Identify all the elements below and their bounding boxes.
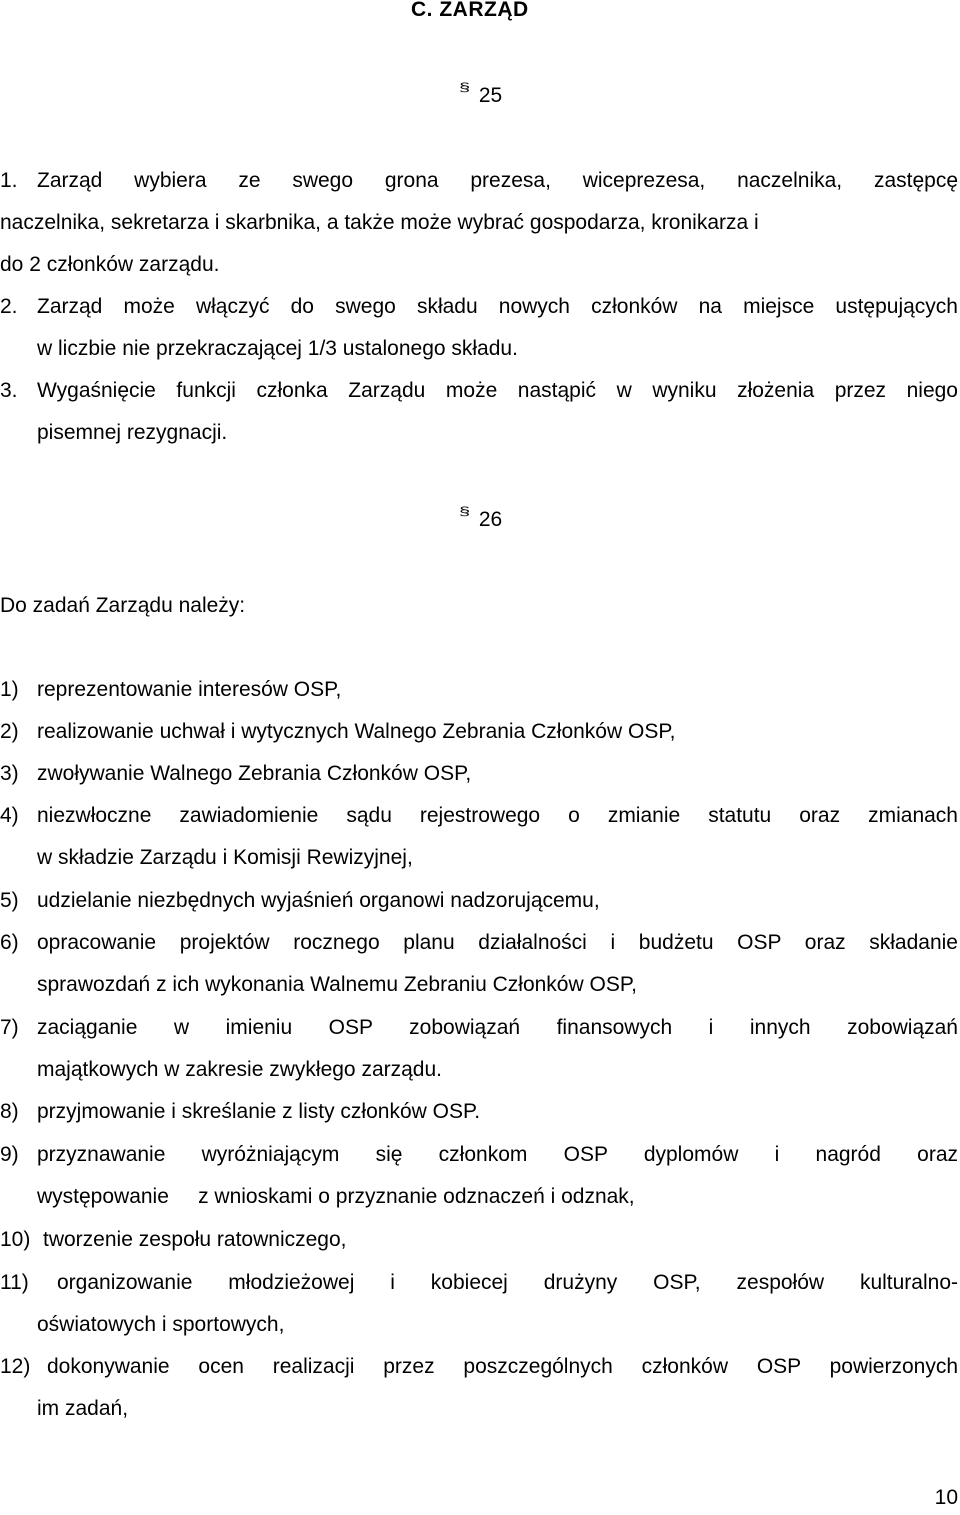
list-item bbox=[0, 1262, 958, 1346]
item-text-line: im zadań, bbox=[37, 1397, 129, 1420]
item-text-line: zwoływanie Walnego Zebrania Członków OSP, bbox=[37, 762, 472, 785]
section-sign-icon bbox=[459, 508, 473, 532]
item-number: 11) bbox=[0, 1271, 29, 1294]
item-number: 1) bbox=[0, 678, 19, 701]
item-text-line: realizowanie uchwał i wytycznych Walnego Zebrania Członków OSP, bbox=[37, 720, 676, 743]
item-text-line: sprawozdań z ich wykonania Walnemu Zebraniu Członków OSP, bbox=[37, 973, 637, 996]
list-item bbox=[0, 1346, 958, 1430]
paragraph-mark-26 bbox=[459, 508, 502, 532]
item-number: 2. bbox=[0, 295, 18, 318]
item-text-line: oświatowych i sportowych, bbox=[37, 1313, 285, 1336]
item-text-line: do 2 członków zarządu. bbox=[0, 253, 220, 276]
page-number: 10 bbox=[934, 1486, 958, 1509]
item-number: 6) bbox=[0, 931, 19, 954]
section-sign-icon bbox=[459, 84, 473, 108]
item-text-line: dokonywanie ocen realizacji przez poszczególnych członków OSP powierzonych bbox=[47, 1355, 958, 1378]
item-text-line: Wygaśnięcie funkcji członka Zarządu może nastąpić w wyniku złożenia przez niego bbox=[37, 379, 958, 402]
list-item bbox=[0, 880, 958, 922]
list-item bbox=[0, 795, 958, 879]
item-text-line: występowanie z wnioskami o przyznanie odznaczeń i odznak, bbox=[37, 1185, 635, 1208]
item-text-line: przyznawanie wyróżniającym się członkom OSP dyplomów i nagród oraz bbox=[37, 1143, 958, 1166]
item-number: 9) bbox=[0, 1143, 19, 1166]
item-number: 10) bbox=[0, 1228, 31, 1251]
item-number: 12) bbox=[0, 1355, 31, 1378]
paragraph-mark-25 bbox=[459, 84, 502, 108]
list-item bbox=[0, 922, 958, 1006]
item-text-line: niezwłoczne zawiadomienie sądu rejestrowego o zmianie statutu oraz zmianach bbox=[37, 804, 958, 827]
paragraph-number: 25 bbox=[478, 84, 503, 107]
item-text-line: organizowanie młodzieżowej i kobiecej drużyny OSP, zespołów kulturalno- bbox=[57, 1271, 958, 1294]
list-item bbox=[0, 753, 958, 795]
item-text-line: Zarząd wybiera ze swego grona prezesa, wiceprezesa, naczelnika, zastępcę bbox=[37, 169, 958, 192]
item-text-line: przyjmowanie i skreślanie z listy członków OSP. bbox=[37, 1100, 481, 1123]
item-number: 1. bbox=[0, 169, 18, 192]
list-item bbox=[0, 370, 958, 454]
item-number: 5) bbox=[0, 889, 19, 912]
list-item bbox=[0, 1134, 958, 1218]
item-text-line: tworzenie zespołu ratowniczego, bbox=[43, 1228, 347, 1251]
item-text-line: pisemnej rezygnacji. bbox=[37, 421, 228, 444]
item-text-line: zaciąganie w imieniu OSP zobowiązań finansowych i innych zobowiązań bbox=[37, 1016, 958, 1039]
item-number: 4) bbox=[0, 804, 19, 827]
paragraph-number: 26 bbox=[478, 508, 503, 531]
item-text-line: opracowanie projektów rocznego planu działalności i budżetu OSP oraz składanie bbox=[37, 931, 958, 954]
item-number: 3. bbox=[0, 379, 18, 402]
list-item bbox=[0, 160, 958, 286]
list-item bbox=[0, 669, 958, 711]
item-text-line: reprezentowanie interesów OSP, bbox=[37, 678, 342, 701]
item-text-line: w liczbie nie przekraczającej 1/3 ustalonego składu. bbox=[37, 337, 518, 360]
paragraph-intro: Do zadań Zarządu należy: bbox=[0, 594, 246, 617]
item-number: 7) bbox=[0, 1016, 19, 1039]
list-item bbox=[0, 1091, 958, 1133]
item-text-line: w składzie Zarządu i Komisji Rewizyjnej, bbox=[37, 846, 413, 869]
item-text-line: Zarząd może włączyć do swego składu nowych członków na miejsce ustępujących bbox=[37, 295, 958, 318]
section-title: C. ZARZĄD bbox=[411, 0, 529, 21]
list-item bbox=[0, 1219, 958, 1261]
item-number: 3) bbox=[0, 762, 19, 785]
item-number: 8) bbox=[0, 1100, 19, 1123]
list-item bbox=[0, 286, 958, 370]
item-text-line: udzielanie niezbędnych wyjaśnień organowi nadzorującemu, bbox=[37, 889, 600, 912]
item-text-line: majątkowych w zakresie zwykłego zarządu. bbox=[37, 1058, 442, 1081]
item-text-line: naczelnika, sekretarza i skarbnika, a także może wybrać gospodarza, kronikarza i bbox=[0, 211, 759, 234]
item-number: 2) bbox=[0, 720, 19, 743]
list-item bbox=[0, 711, 958, 753]
list-item bbox=[0, 1007, 958, 1091]
